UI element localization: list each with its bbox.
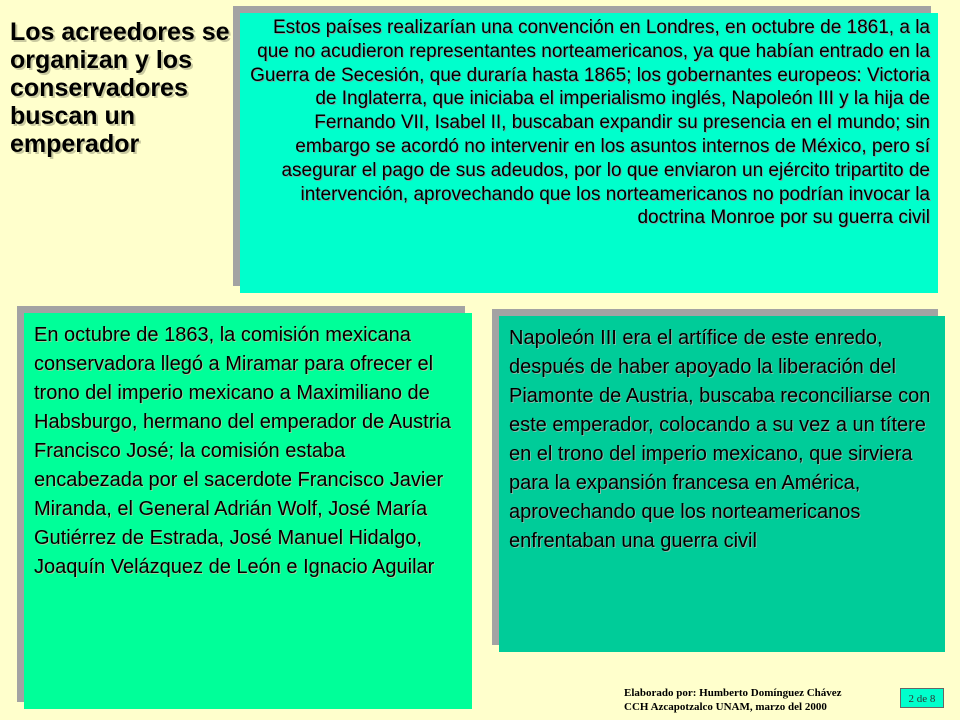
page-indicator-button[interactable]: 2 de 8 xyxy=(900,688,944,708)
credit-line-institution: CCH Azcapotzalco UNAM, marzo del 2000 xyxy=(624,701,827,713)
text-box-left xyxy=(24,313,472,709)
text-box-right xyxy=(499,316,945,652)
right-paragraph: Napoleón III era el artífice de este enredo, después de haber apoyado la liberación del Piamonte de Austria, buscaba reconciliarse con este emperador, colocando a su vez a un títere en el trono del imperio mexicano, que sirviera para la expansión francesa en América, aprovechando que los norteamericanos enfrentaban una guerra civil xyxy=(509,327,931,552)
text-box-top xyxy=(240,13,938,293)
top-paragraph: Estos países realizarían una convención en Londres, en octubre de 1861, a la que no acudieron representantes norteamericanos, ya que habían entrado en la Guerra de Secesión, que duraría hasta 1865; los gobernantes europeos: Victoria de Inglaterra, que iniciaba el imperialismo inglés, Napoleón III y la hija de Fernando VII, Isabel II, buscaban expandir su presencia en el mundo; sin embargo se acordó no intervenir en los asuntos internos de México, pero sí asegurar el pago de sus adeudos, por lo que enviaron un ejército tripartito de intervención, aprovechando que los norteamericanos no podrían invocar la doctrina Monroe por su guerra civil xyxy=(250,17,930,229)
left-paragraph: En octubre de 1863, la comisión mexicana conservadora llegó a Miramar para ofrecer el trono del imperio mexicano a Maximiliano de Habsburgo, hermano del emperador de Austria Francisco José; la comisión estaba encabezada por el sacerdote Francisco Javier Miranda, el General Adrián Wolf, José María Gutiérrez de Estrada, José Manuel Hidalgo, Joaquín Velázquez de León e Ignacio Aguilar xyxy=(34,324,451,578)
author-credits xyxy=(624,686,842,714)
credit-line-author: Elaborado por: Humberto Domínguez Chávez xyxy=(624,687,842,699)
slide-title: Los acreedores se organizan y los conservadores buscan un emperador xyxy=(10,18,230,158)
